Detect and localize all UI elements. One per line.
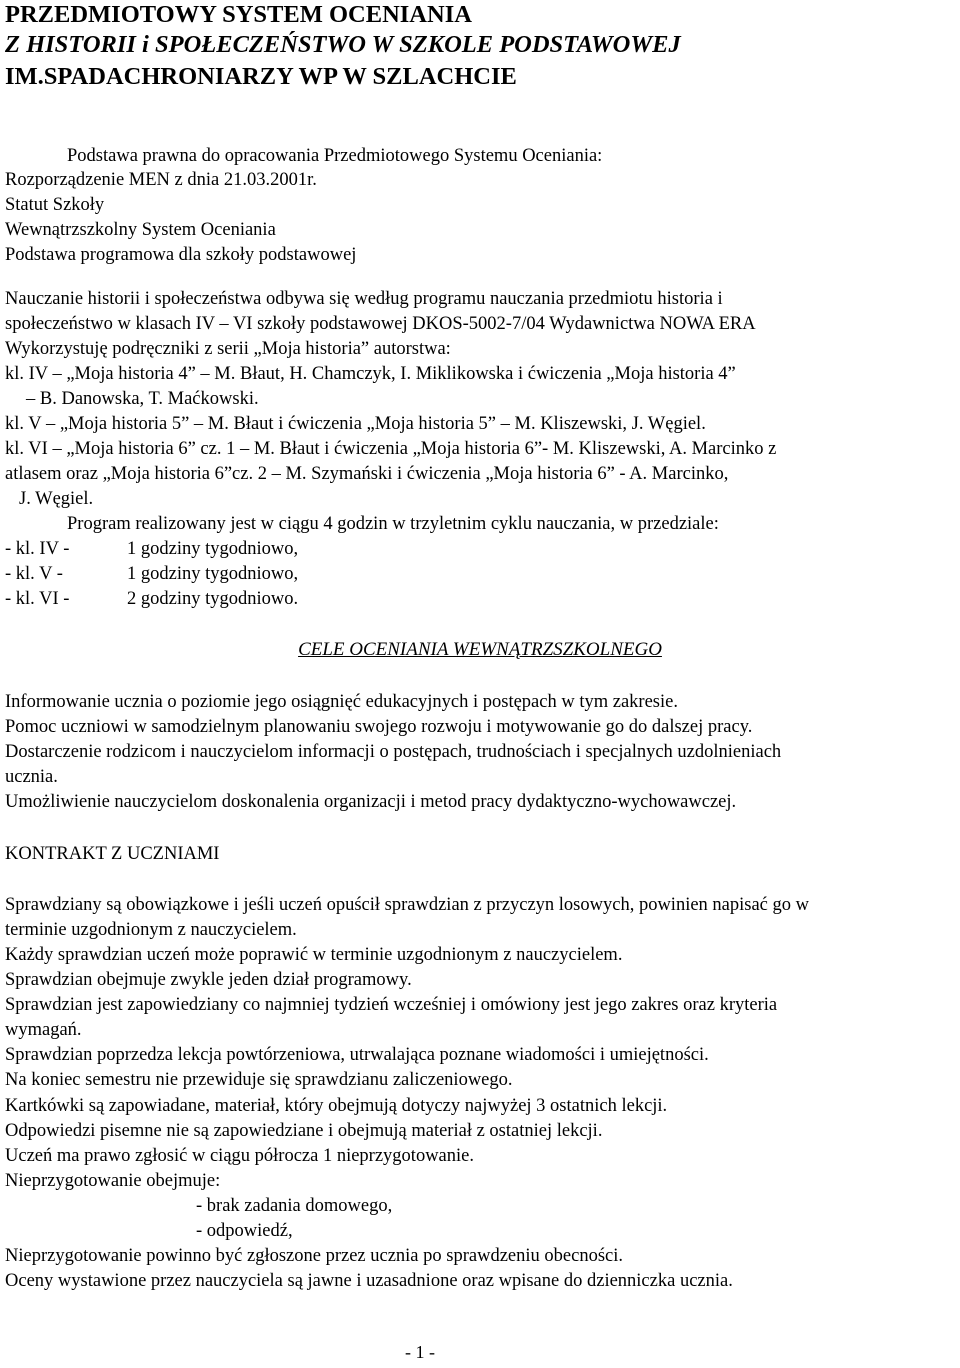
- program-line: Wykorzystuję podręczniki z serii „Moja historia” autorstwa:: [5, 339, 451, 359]
- contract-line: Uczeń ma prawo zgłosić w ciągu półrocza 1 nieprzygotowanie.: [5, 1146, 474, 1166]
- contract-line: terminie uzgodnionym z nauczycielem.: [5, 920, 297, 940]
- title-line-1: PRZEDMIOTOWY SYSTEM OCENIANIA: [5, 1, 472, 28]
- hours-value: 1 godziny tygodniowo,: [127, 539, 299, 559]
- basis-item: Podstawa programowa dla szkoły podstawowej: [5, 245, 357, 265]
- goals-line: Dostarczenie rodzicom i nauczycielom informacji o postępach, trudnościach i specjalnych uzdolnieniach: [5, 742, 782, 762]
- hours-class: - kl. V -: [5, 564, 63, 584]
- contract-line: Odpowiedzi pisemne nie są zapowiedziane i obejmują materiał z ostatniej lekcji.: [5, 1121, 603, 1141]
- program-line: atlasem oraz „Moja historia 6”cz. 2 – M. Szymański i ćwiczenia „Moja historia 6” - A. Marcinko,: [5, 464, 729, 484]
- program-line: J. Węgiel.: [19, 489, 94, 509]
- contract-heading: KONTRAKT Z UCZNIAMI: [5, 844, 220, 864]
- basis-item: Rozporządzenie MEN z dnia 21.03.2001r.: [5, 170, 317, 190]
- hours-value: 2 godziny tygodniowo.: [127, 589, 299, 609]
- contract-line: Każdy sprawdzian uczeń może poprawić w terminie uzgodnionym z nauczycielem.: [5, 945, 623, 965]
- goals-line: Umożliwienie nauczycielom doskonalenia organizacji i metod pracy dydaktyczno-wychowawczej.: [5, 792, 737, 812]
- contract-line: Nieprzygotowanie obejmuje:: [5, 1171, 221, 1191]
- basis-intro: Podstawa prawna do opracowania Przedmiotowego Systemu Oceniania:: [67, 146, 603, 166]
- goals-heading: CELE OCENIANIA WEWNĄTRZSZKOLNEGO: [298, 639, 662, 660]
- title-line-2: Z HISTORII i SPOŁECZEŃSTWO W SZKOLE PODSTAWOWEJ: [5, 31, 681, 58]
- hours-class: - kl. IV -: [5, 539, 70, 559]
- program-line: – B. Danowska, T. Maćkowski.: [26, 389, 259, 409]
- contract-line: wymagań.: [5, 1020, 82, 1040]
- hours-value: 1 godziny tygodniowo,: [127, 564, 299, 584]
- goals-line: ucznia.: [5, 767, 58, 787]
- contract-line: Sprawdzian poprzedza lekcja powtórzeniowa, utrwalająca poznane wiadomości i umiejętności.: [5, 1045, 709, 1065]
- title-line-3: IM.SPADACHRONIARZY WP W SZLACHCIE: [5, 63, 517, 90]
- contract-line: Kartkówki są zapowiadane, materiał, który obejmują dotyczy najwyżej 3 ostatnich lekcji.: [5, 1096, 668, 1116]
- program-line: kl. V – „Moja historia 5” – M. Błaut i ćwiczenia „Moja historia 5” – M. Kliszewski, J. Węgiel.: [5, 414, 706, 434]
- page-number: - 1 -: [405, 1342, 435, 1362]
- contract-line: Sprawdziany są obowiązkowe i jeśli uczeń opuścił sprawdzian z przyczyn losowych, powinien napisać go w: [5, 895, 810, 915]
- goals-line: Informowanie ucznia o poziomie jego osiągnięć edukacyjnych i postępach w tym zakresie.: [5, 692, 678, 712]
- contract-subitem: - brak zadania domowego,: [196, 1196, 393, 1216]
- contract-line: Sprawdzian jest zapowiedziany co najmniej tydzień wcześniej i omówiony jest jego zakres oraz kryteria: [5, 995, 778, 1015]
- contract-line: Nieprzygotowanie powinno być zgłoszone przez ucznia po sprawdzeniu obecności.: [5, 1246, 623, 1266]
- hours-class: - kl. VI -: [5, 589, 70, 609]
- program-line: kl. VI – „Moja historia 6” cz. 1 – M. Błaut i ćwiczenia „Moja historia 6”- M. Kliszewski, A. Marcinko z: [5, 439, 777, 459]
- goals-line: Pomoc uczniowi w samodzielnym planowaniu swojego rozwoju i motywowanie go do dalszej pracy.: [5, 717, 753, 737]
- program-line: społeczeństwo w klasach IV – VI szkoły podstawowej DKOS-5002-7/04 Wydawnictwa NOWA ERA: [5, 314, 756, 334]
- program-line: Program realizowany jest w ciągu 4 godzin w trzyletnim cyklu nauczania, w przedziale:: [67, 514, 719, 534]
- basis-item: Wewnątrzszkolny System Oceniania: [5, 220, 276, 240]
- contract-line: Na koniec semestru nie przewiduje się sprawdzianu zaliczeniowego.: [5, 1070, 513, 1090]
- contract-line: Oceny wystawione przez nauczyciela są jawne i uzasadnione oraz wpisane do dzienniczka ucznia.: [5, 1271, 733, 1291]
- contract-subitem: - odpowiedź,: [196, 1221, 293, 1241]
- program-line: kl. IV – „Moja historia 4” – M. Błaut, H. Chamczyk, I. Miklikowska i ćwiczenia „Moja historia 4”: [5, 364, 736, 384]
- basis-item: Statut Szkoły: [5, 195, 105, 215]
- contract-line: Sprawdzian obejmuje zwykle jeden dział programowy.: [5, 970, 412, 990]
- program-line: Nauczanie historii i społeczeństwa odbywa się według programu nauczania przedmiotu historia i: [5, 289, 723, 309]
